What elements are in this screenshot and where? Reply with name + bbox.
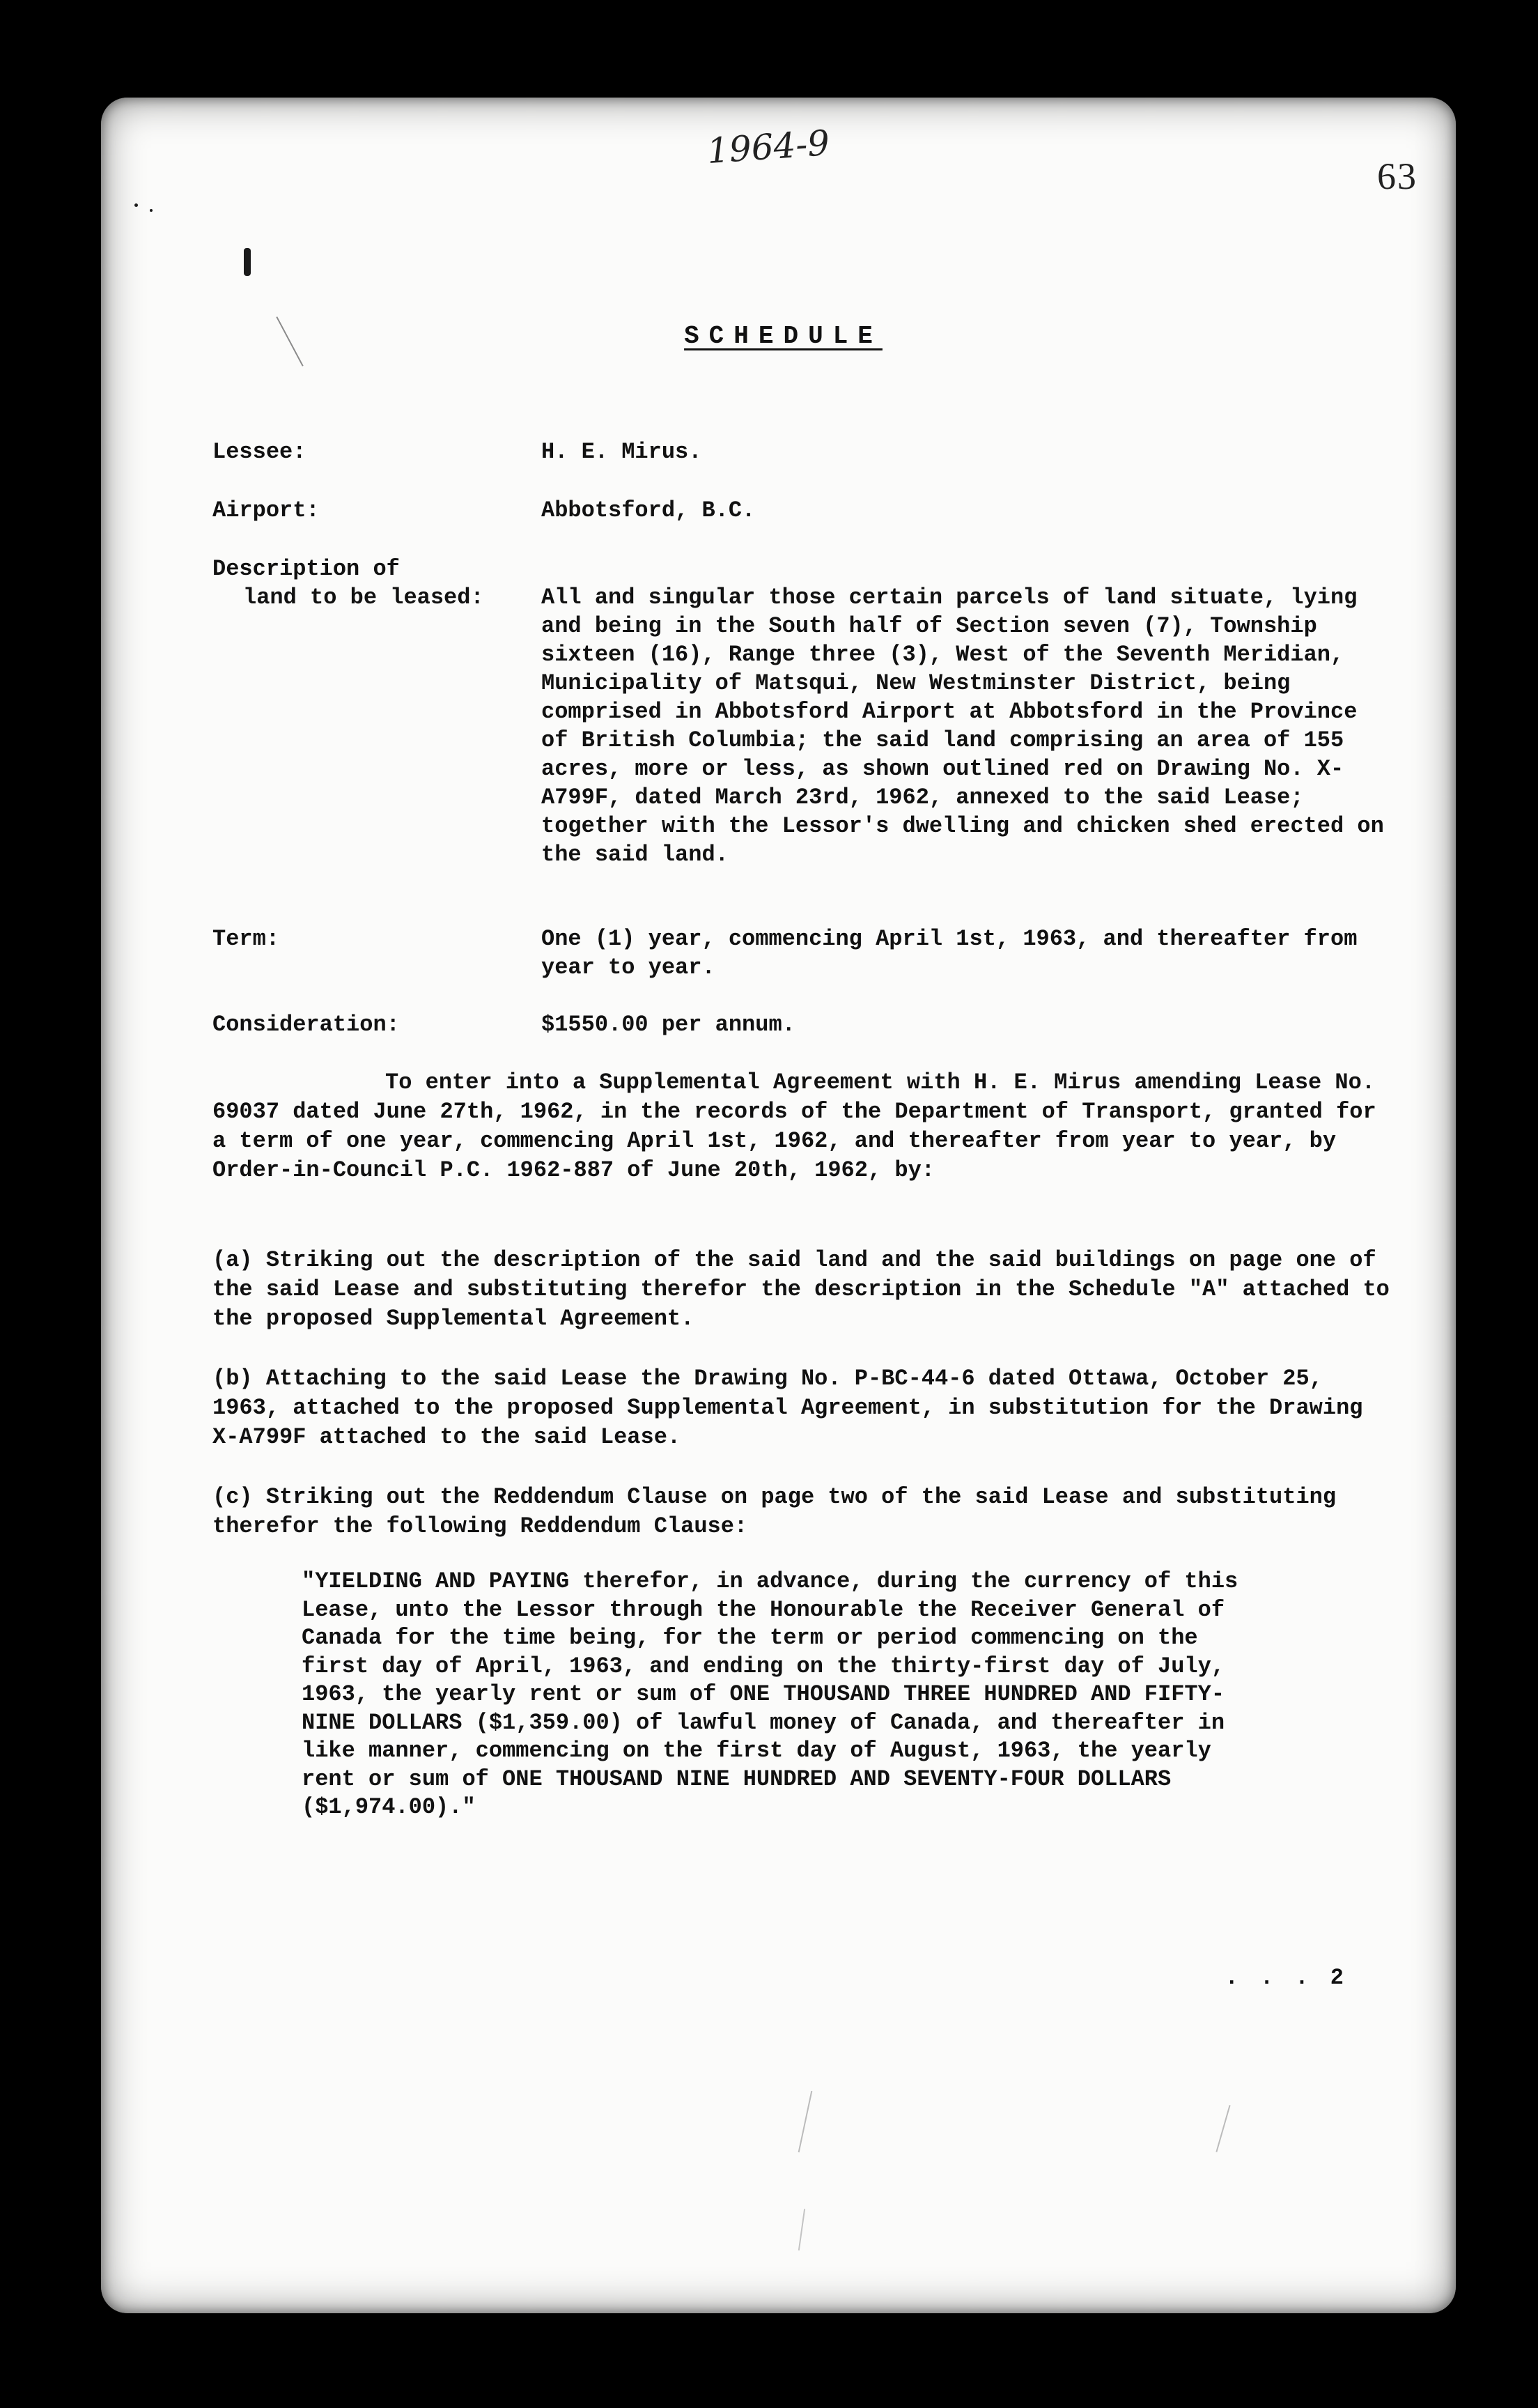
scan-speck [150, 209, 153, 212]
page-number: 63 [1377, 155, 1417, 197]
term-label: Term: [212, 926, 280, 952]
item-c: (c) Striking out the Reddendum Clause on page two of the said Lease and substituting therefor the following Reddendum Clause: [212, 1484, 1337, 1539]
description-label-line1: Description of [212, 556, 400, 582]
item-a: (a) Striking out the description of the said land and the said buildings on page one of the said Lease and substituting therefor the description in the Schedule "A" attached to the proposed Supplemental Agreement. [212, 1247, 1390, 1332]
airport-field [212, 496, 1386, 525]
reddendum-clause-quote: "YIELDING AND PAYING therefor, in advance, during the currency of this Lease, unto the Lessor through the Honourable the Receiver General of Canada for the time being, for the term or period commencing on the first day of April, 1963, and ending on the thirty-first day of July, 1963, the yearly rent or sum of ONE THOUSAND THREE HUNDRED AND FIFTY-NINE DOLLARS ($1,359.00) of lawful money of Canada, and thereafter in like manner, commencing on the first day of August, 1963, the yearly rent or sum of ONE THOUSAND NINE HUNDRED AND SEVENTY-FOUR DOLLARS ($1,974.00)." [302, 1568, 1238, 1820]
item-b: (b) Attaching to the said Lease the Drawing No. P-BC-44-6 dated Ottawa, October 25, 1963, attached to the proposed Supplemental Agreement, in substitution for the Drawing X-A799F attached to the said Lease. [212, 1366, 1363, 1450]
scan-scratch [798, 2209, 805, 2251]
description-value: All and singular those certain parcels of land situate, lying and being in the South half of Section seven (7), Township sixteen (16), Range three (3), West of the Seventh Meridian, Municipality of Matsqui, New Westminster District, being comprised in Abbotsford Airport at Abbotsford in the Province of British Columbia; the said land comprising an area of 155 acres, more or less, as shown outlined red on Drawing No. X-A799F, dated March 23rd, 1962, annexed to the said Lease; together with the Lessor's dwelling and chicken shed erected on the said land. [541, 585, 1384, 867]
intro-paragraph: To enter into a Supplemental Agreement with H. E. Mirus amending Lease No. 69037 dated June 27th, 1962, in the records of the Department of Transport, granted for a term of one year, commencing April 1st, 1962, and thereafter from year to year, by Order-in-Council P.C. 1962-887 of June 20th, 1962, by: [212, 1070, 1376, 1183]
scan-scratch [798, 2091, 813, 2152]
handwritten-annotation: 1964-9 [706, 122, 831, 172]
description-label-line2: land to be leased: [243, 585, 484, 610]
description-field [212, 555, 1386, 869]
consideration-label: Consideration: [212, 1012, 400, 1037]
consideration-value: $1550.00 per annum. [541, 1012, 795, 1037]
lessee-value: H. E. Mirus. [541, 439, 702, 465]
description-label [212, 555, 519, 612]
document-page [101, 98, 1456, 2313]
lessee-label: Lessee: [212, 439, 306, 465]
schedule-heading: SCHEDULE [684, 322, 883, 350]
scan-speck [134, 203, 138, 207]
continuation-marker: . . . 2 [1225, 1965, 1348, 1991]
scan-scratch [1215, 2105, 1230, 2152]
consideration-field [212, 1010, 1386, 1039]
term-value: One (1) year, commencing April 1st, 1963, and thereafter from year to year. [541, 926, 1358, 980]
lessee-field [212, 438, 1386, 466]
airport-value: Abbotsford, B.C. [541, 497, 756, 523]
airport-label: Airport: [212, 497, 320, 523]
scan-mark [244, 248, 251, 276]
term-field [212, 925, 1386, 982]
